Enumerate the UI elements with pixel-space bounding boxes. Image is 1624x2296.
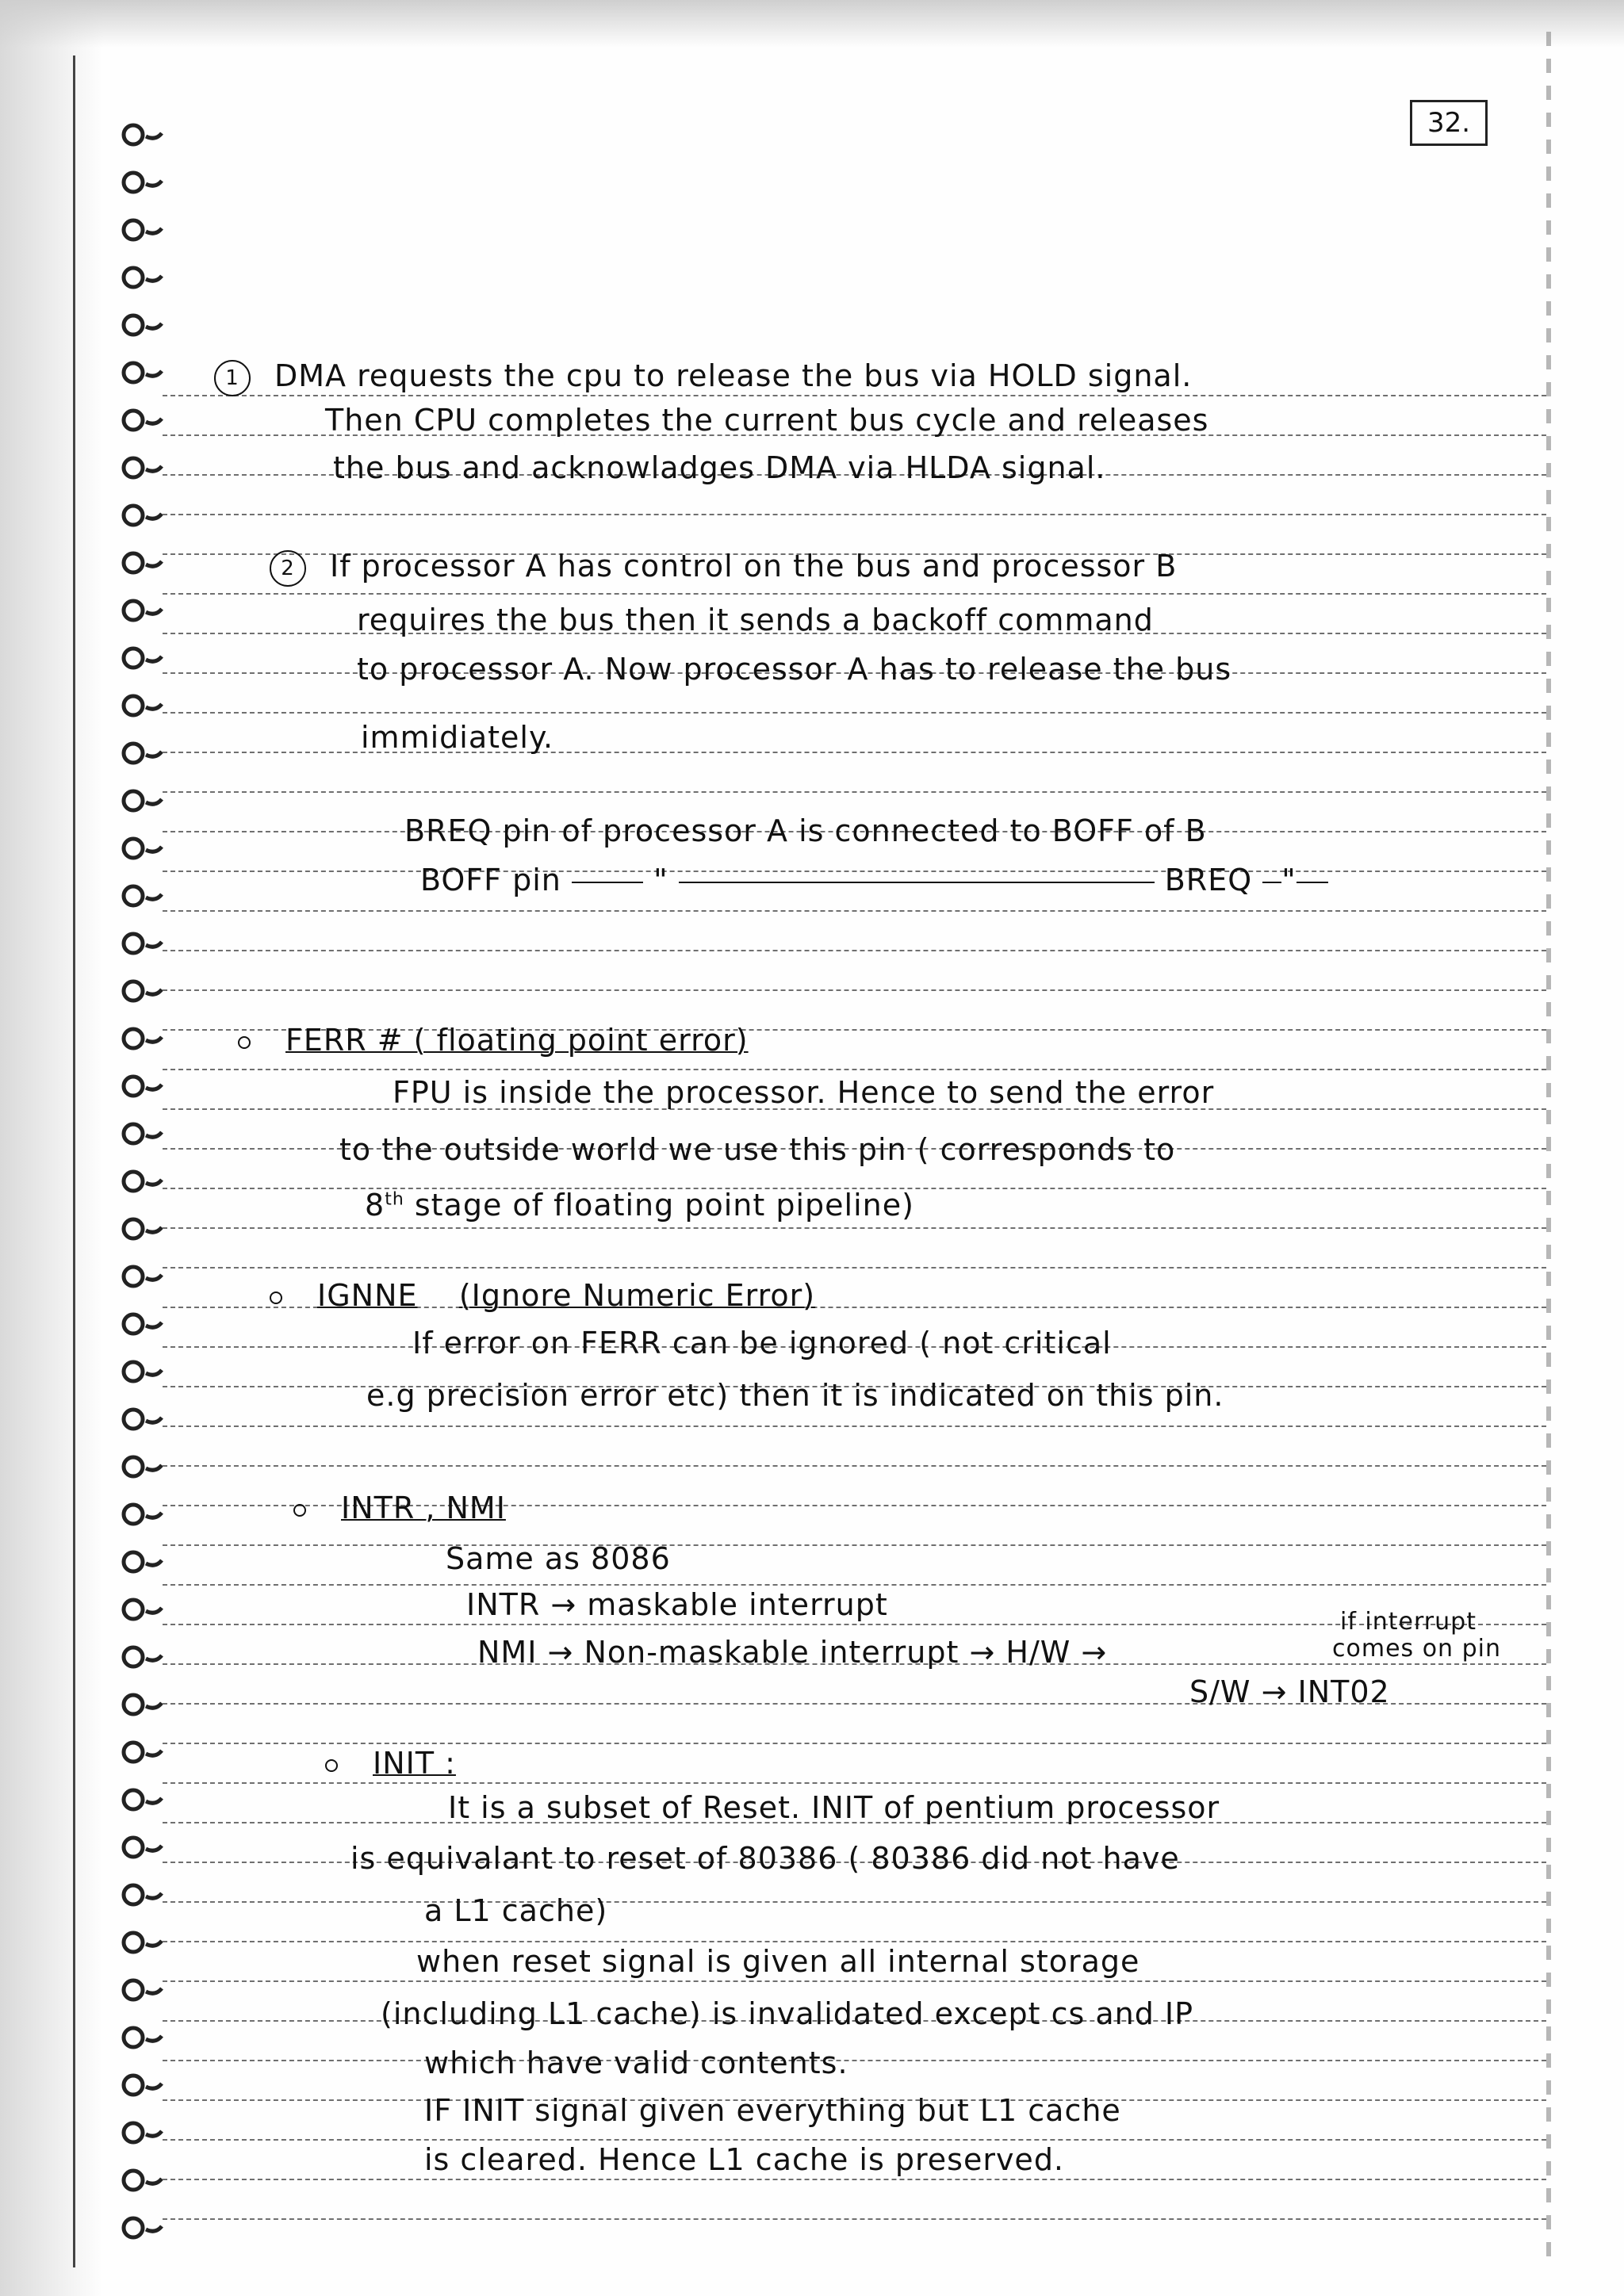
ignne-line-2: e.g precision error etc) then it is indicated on this pin. (366, 1378, 1224, 1413)
page-number: 32. (1410, 100, 1488, 146)
init-line-4: when reset signal is given all internal storage (416, 1944, 1140, 1979)
ruled-line (163, 910, 1546, 912)
margin-line (73, 55, 75, 2267)
ferr-line-1: FPU is inside the processor. Hence to send the error (393, 1075, 1215, 1110)
item-marker-1: 1 (214, 360, 251, 396)
spiral-binding-icon (119, 119, 167, 2260)
ruled-line (163, 1980, 1546, 1982)
hw-note-top: if interrupt (1340, 1608, 1477, 1636)
bullet-icon (325, 1759, 338, 1772)
ruled-line (163, 2139, 1546, 2141)
ruled-line (163, 1069, 1546, 1070)
ruled-line (163, 1941, 1546, 1942)
bullet-icon (270, 1292, 282, 1304)
ferr-line-2: to the outside world we use this pin ( corresponds to (339, 1132, 1176, 1167)
ruled-line (163, 1544, 1546, 1546)
intr-nmi-heading: INTR , NMI (293, 1490, 506, 1525)
init-heading: INIT : (325, 1746, 456, 1781)
ferr-line-3: 8th stage of floating point pipeline) (365, 1188, 914, 1223)
ruled-line (163, 1743, 1546, 1744)
ruled-line (163, 1584, 1546, 1586)
init-line-8: is cleared. Hence L1 cache is preserved. (424, 2142, 1065, 2177)
ruled-line (163, 1782, 1546, 1784)
dma-line-3: the bus and acknowladges DMA via HLDA signal. (333, 450, 1106, 485)
ferr-heading: FERR # ( floating point error) (238, 1023, 749, 1058)
sw-line: S/W → INT02 (1189, 1674, 1390, 1709)
init-line-6: which have valid contents. (424, 2045, 848, 2080)
backoff-line-1: 2 If processor A has control on the bus and processor B (270, 549, 1177, 587)
init-line-3: a L1 cache) (424, 1893, 608, 1928)
top-edge-shadow (0, 0, 1624, 48)
breq-connection-line-2: BOFF pin " BREQ " (420, 863, 1328, 897)
item-marker-2: 2 (270, 550, 306, 587)
ruled-line (163, 2060, 1546, 2061)
binding-shadow (0, 0, 103, 2296)
ignne-line-1: If error on FERR can be ignored ( not critical (412, 1326, 1112, 1360)
bullet-icon (293, 1504, 306, 1517)
ruled-line (163, 1267, 1546, 1269)
ruled-line (163, 791, 1546, 793)
intr-line: INTR → maskable interrupt (466, 1587, 888, 1622)
ruled-line (163, 712, 1546, 714)
ruled-line (163, 1465, 1546, 1467)
breq-connection-line-1: BREQ pin of processor A is connected to BOFF of B (404, 813, 1207, 848)
ruled-line (163, 1227, 1546, 1229)
bullet-icon (238, 1036, 251, 1049)
init-line-5: (including L1 cache) is invalidated except cs and IP (381, 1996, 1194, 2031)
ruled-line (163, 950, 1546, 951)
dma-line-1: 1 DMA requests the cpu to release the bus via HOLD signal. (214, 358, 1192, 396)
ruled-line (163, 1425, 1546, 1427)
ruled-line (163, 593, 1546, 595)
ruled-line (163, 1624, 1546, 1625)
ruled-line (163, 514, 1546, 515)
init-line-1: It is a subset of Reset. INIT of pentium processor (448, 1790, 1220, 1825)
right-arrow-icon: → (547, 1635, 574, 1670)
dma-line-2: Then CPU completes the current bus cycle and releases (325, 403, 1209, 438)
right-arrow-icon: → (550, 1587, 577, 1622)
init-line-2: is equivalant to reset of 80386 ( 80386 did not have (350, 1841, 1180, 1876)
ruled-line (163, 2218, 1546, 2220)
ruled-line (163, 1901, 1546, 1903)
backoff-line-2: requires the bus then it sends a backoff command (357, 603, 1154, 637)
backoff-line-4: immidiately. (361, 720, 554, 755)
right-margin-edge (1546, 32, 1551, 2267)
init-line-7: IF INIT signal given everything but L1 cache (424, 2093, 1121, 2128)
ruled-line (163, 989, 1546, 991)
hw-note-bottom: comes on pin (1332, 1635, 1501, 1663)
backoff-line-3: to processor A. Now processor A has to release the bus (357, 652, 1232, 687)
nmi-line: NMI → Non-maskable interrupt → H/W → (477, 1635, 1108, 1670)
ignne-heading: IGNNE (Ignore Numeric Error) (270, 1278, 815, 1313)
same-as-8086: Same as 8086 (446, 1541, 671, 1576)
ruled-line (163, 2179, 1546, 2180)
